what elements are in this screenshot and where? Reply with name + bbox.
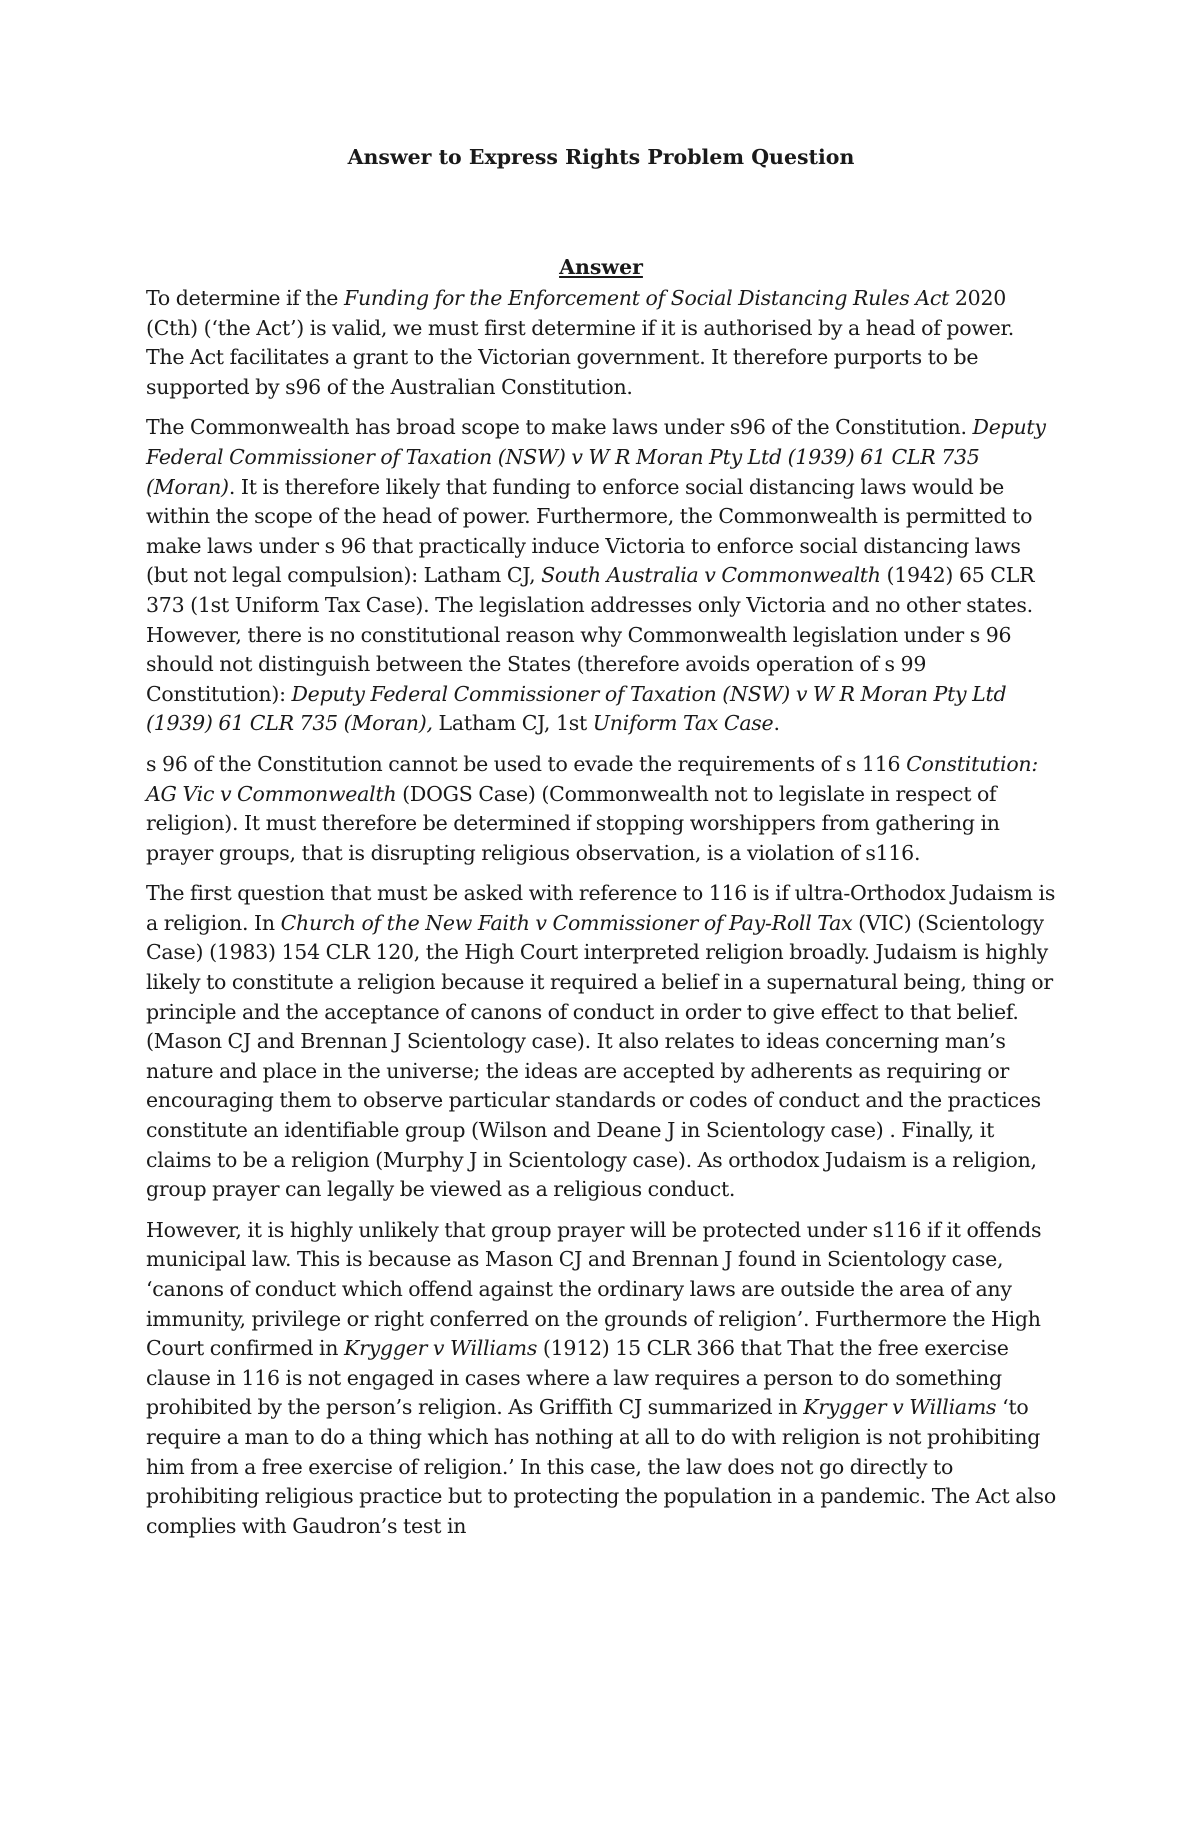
text-run: ‘to require a man to do a thing which has nothing at all to do with religion is not prohibiting him from a free exercise of religion.’ In this case, the law does not go directly to prohibiting religious practice but to protecting the population in a pandemic. The Act also complies with Gaudron’s test in	[146, 1395, 1056, 1538]
text-run: . It is therefore likely that funding to enforce social distancing laws would be within the scope of the head of power. Furthermore, the Commonwealth is permitted to make laws under s 96 that practically induce Victoria to enforce social distancing laws (but not legal compulsion): Latham CJ,	[146, 474, 1033, 588]
italic-citation: Deputy Federal Commissioner of Taxation (NSW) v W R Moran Pty Ltd (1939) 61 CLR 735 (Moran)	[146, 415, 1046, 499]
italic-citation: Krygger v Williams	[344, 1336, 538, 1361]
text-run: To determine if the	[146, 286, 344, 310]
paragraph	[146, 879, 1056, 1205]
text-run: (DOGS Case) (Commonwealth not to legislate in respect of religion). It must therefore be determined if stopping worshippers from gathering in prayer groups, that is disrupting religious observation, is a violation of s116.	[146, 781, 1000, 865]
section-heading	[146, 252, 1056, 282]
italic-citation: South Australia v Commonwealth	[541, 563, 881, 588]
italic-citation: Krygger v Williams	[803, 1395, 997, 1420]
text-run: s 96 of the Constitution cannot be used to evade the requirements of s 116	[146, 751, 907, 776]
text-run: However, it is highly unlikely that group prayer will be protected under s116 if it offends municipal law. This is because as Mason CJ and Brennan J found in Scientology case, ‘canons of conduct which offend against the ordinary laws are outside the area of any immunity, privilege or right conferred on the grounds of religion’. Furthermore the High Court confirmed in	[146, 1217, 1042, 1361]
text-run: (1942) 65 CLR 373 (1st Uniform Tax Case). The legislation addresses only Victoria and no other states. However, there is no constitutional reason why Commonwealth legislation under s 96 should not distinguish between the States (therefore avoids operation of s 99 Constitution):	[146, 563, 1035, 706]
paragraph	[146, 750, 1056, 868]
text-run: The Commonwealth has broad scope to make laws under s96 of the Constitution.	[146, 415, 973, 440]
paragraph	[146, 413, 1056, 739]
italic-citation: Funding for the Enforcement of Social Distancing Rules Act	[343, 286, 950, 310]
text-run: (VIC) (Scientology Case) (1983) 154 CLR 120, the High Court interpreted religion broadly. Judaism is highly likely to constitute a religion because it required a belief in a supernatural being, thing or principle and the acceptance of canons of conduct in order to give effect to that belief. (Mason CJ and Brennan J Scientology case). It also relates to ideas concerning man’s nature and place in the universe; the ideas are accepted by adherents as requiring or encouraging them to observe particular standards or codes of conduct and the practices constitute an identifiable group (Wilson and Deane J in Scientology case) . Finally, it claims to be a religion (Murphy J in Scientology case). As orthodox Judaism is a religion, group prayer can legally be viewed as a religious conduct.	[146, 910, 1053, 1202]
text-run: 2020 (Cth) (‘the Act’) is valid, we must first determine if it is authorised by a head of power. The Act facilitates a grant to the Victorian government. It therefore purports to be supported by s96 of the Australian Constitution.	[146, 286, 1015, 399]
text-run: .	[773, 711, 780, 736]
italic-citation: Church of the New Faith v Commissioner of Pay-Roll Tax	[280, 910, 853, 935]
text-run: (1912) 15 CLR 366 that That the free exercise clause in 116 is not engaged in cases where a law requires a person to do something prohibited by the person’s religion. As Griffith CJ summarized in	[146, 1336, 1009, 1420]
text-run: Latham CJ, 1st	[432, 711, 593, 736]
italic-citation: Constitution: AG Vic v Commonwealth	[146, 751, 1039, 806]
text-run: The first question that must be asked with reference to 116 is if ultra-Orthodox Judaism is a religion. In	[146, 881, 1056, 935]
italic-citation: Deputy Federal Commissioner of Taxation (NSW) v W R Moran Pty Ltd (1939) 61 CLR 735 (Moran),	[146, 681, 1007, 736]
paragraph	[146, 284, 1056, 402]
document-page	[0, 142, 1200, 1840]
paragraph	[146, 1216, 1056, 1542]
italic-citation: Uniform Tax Case	[592, 711, 774, 736]
document-title: Answer to Express Rights Problem Question	[347, 145, 855, 169]
section-heading-text: Answer	[559, 255, 643, 279]
